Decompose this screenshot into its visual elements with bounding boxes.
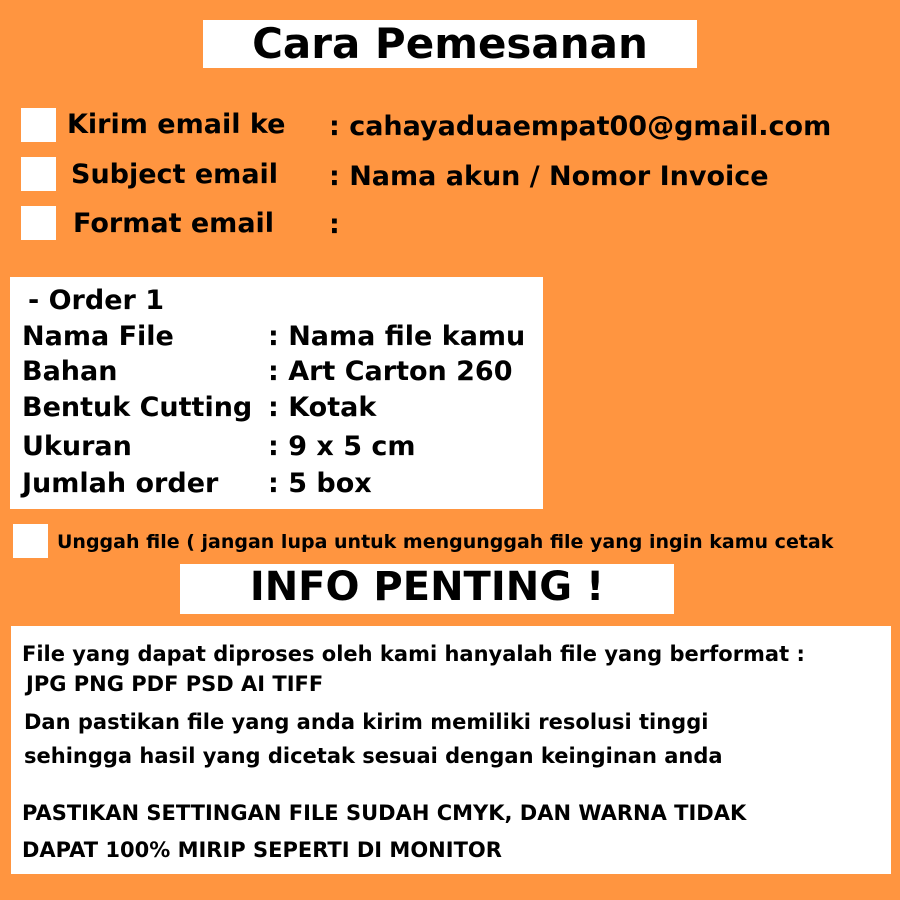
order-field-value-ukuran: : 9 x 5 cm	[268, 431, 416, 462]
info-line: File yang dapat diproses oleh kami hanyalah file yang berformat :	[22, 642, 805, 666]
order-field-value-bahan: : Art Carton 260	[268, 356, 513, 387]
step-label-format-email: Format email	[73, 208, 275, 239]
order-field-value-nama-file: : Nama file kamu	[268, 321, 526, 352]
info-warning-line: DAPAT 100% MIRIP SEPERTI DI MONITOR	[22, 838, 502, 862]
upload-instruction: Unggah file ( jangan lupa untuk mengunggah file yang ingin kamu cetak	[57, 531, 834, 553]
order-field-key-jumlah-order: Jumlah order	[22, 468, 219, 499]
step-value-email-address: : cahayaduaempat00@gmail.com	[329, 111, 832, 142]
step-label-subject-email: Subject email	[71, 159, 279, 190]
info-heading: INFO PENTING !	[249, 564, 605, 610]
order-field-key-ukuran: Ukuran	[22, 431, 132, 462]
order-heading: - Order 1	[28, 285, 165, 316]
page-title: Cara Pemesanan	[252, 19, 648, 68]
step-label-kirim-email: Kirim email ke	[67, 109, 286, 140]
info-line-formats: JPG PNG PDF PSD AI TIFF	[26, 672, 324, 696]
checkbox-kirim-email[interactable]	[21, 108, 56, 142]
order-field-key-bentuk-cutting: Bentuk Cutting	[22, 392, 253, 423]
order-field-value-bentuk-cutting: : Kotak	[268, 392, 377, 423]
step-value-format: :	[329, 209, 340, 240]
order-field-value-jumlah-order: : 5 box	[268, 468, 372, 499]
checkbox-subject-email[interactable]	[21, 157, 56, 191]
checkbox-unggah-file[interactable]	[13, 524, 48, 558]
info-line: Dan pastikan file yang anda kirim memiliki resolusi tinggi	[24, 710, 709, 734]
order-field-key-bahan: Bahan	[22, 356, 118, 387]
checkbox-format-email[interactable]	[21, 206, 56, 240]
info-warning-line: PASTIKAN SETTINGAN FILE SUDAH CMYK, DAN WARNA TIDAK	[22, 801, 747, 825]
info-line: sehingga hasil yang dicetak sesuai dengan keinginan anda	[24, 744, 723, 768]
step-value-subject: : Nama akun / Nomor Invoice	[329, 161, 769, 192]
order-field-key-nama-file: Nama File	[22, 321, 174, 352]
